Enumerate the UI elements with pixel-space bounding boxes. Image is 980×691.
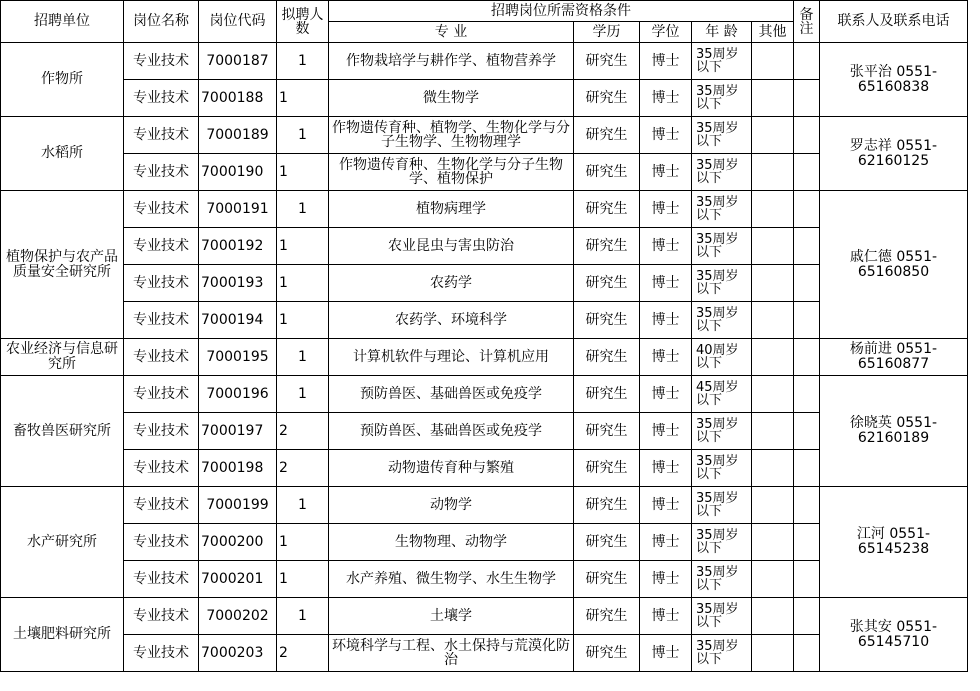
header-age: 年 龄 — [692, 22, 752, 43]
other-cell — [752, 450, 794, 487]
header-conditions: 招聘岗位所需资格条件 — [329, 1, 794, 22]
major-cell: 水产养殖、微生物学、水生生物学 — [329, 561, 574, 598]
degree-cell: 博士 — [640, 450, 692, 487]
table-row — [1, 191, 968, 228]
education-cell: 研究生 — [574, 265, 640, 302]
header-unit: 招聘单位 — [1, 1, 124, 43]
education-cell: 研究生 — [574, 376, 640, 413]
position-name-cell: 专业技术 — [124, 487, 199, 524]
major-cell: 植物病理学 — [329, 191, 574, 228]
header-degree: 学位 — [640, 22, 692, 43]
age-cell: 35周岁以下 — [692, 413, 752, 450]
age-cell: 35周岁以下 — [692, 524, 752, 561]
other-cell — [752, 80, 794, 117]
position-name-cell: 专业技术 — [124, 117, 199, 154]
position-name-cell: 专业技术 — [124, 191, 199, 228]
contact-cell: 张平治 0551-65160838 — [820, 43, 968, 117]
contact-cell: 杨前进 0551-65160877 — [820, 339, 968, 376]
table-row — [1, 117, 968, 154]
count-cell: 1 — [277, 265, 329, 302]
position-name-cell: 专业技术 — [124, 598, 199, 635]
count-cell: 1 — [277, 487, 329, 524]
count-cell: 1 — [277, 43, 329, 80]
education-cell: 研究生 — [574, 117, 640, 154]
position-code-cell: 7000190 — [199, 154, 277, 191]
position-name-cell: 专业技术 — [124, 450, 199, 487]
count-cell: 1 — [277, 598, 329, 635]
major-cell: 农药学 — [329, 265, 574, 302]
position-name-cell: 专业技术 — [124, 413, 199, 450]
position-code-cell: 7000192 — [199, 228, 277, 265]
position-code-cell: 7000203 — [199, 635, 277, 672]
remark-cell — [794, 43, 820, 80]
position-code-cell: 7000194 — [199, 302, 277, 339]
position-name-cell: 专业技术 — [124, 561, 199, 598]
count-cell: 2 — [277, 413, 329, 450]
position-code-cell: 7000196 — [199, 376, 277, 413]
age-cell: 45周岁以下 — [692, 376, 752, 413]
education-cell: 研究生 — [574, 561, 640, 598]
education-cell: 研究生 — [574, 302, 640, 339]
position-code-cell: 7000200 — [199, 524, 277, 561]
age-cell: 35周岁以下 — [692, 598, 752, 635]
position-code-cell: 7000191 — [199, 191, 277, 228]
education-cell: 研究生 — [574, 598, 640, 635]
count-cell: 2 — [277, 635, 329, 672]
header-position-code: 岗位代码 — [199, 1, 277, 43]
degree-cell: 博士 — [640, 191, 692, 228]
age-cell: 35周岁以下 — [692, 191, 752, 228]
header-row-1 — [1, 1, 968, 22]
major-cell: 作物遗传育种、生物化学与分子生物学、植物保护 — [329, 154, 574, 191]
education-cell: 研究生 — [574, 487, 640, 524]
remark-cell — [794, 302, 820, 339]
count-cell: 1 — [277, 302, 329, 339]
count-cell: 1 — [277, 191, 329, 228]
age-cell: 35周岁以下 — [692, 154, 752, 191]
count-cell: 1 — [277, 117, 329, 154]
table-body — [1, 43, 968, 672]
header-remark: 备注 — [794, 1, 820, 43]
degree-cell: 博士 — [640, 228, 692, 265]
header-education: 学历 — [574, 22, 640, 43]
major-cell: 微生物学 — [329, 80, 574, 117]
major-cell: 动物遗传育种与繁殖 — [329, 450, 574, 487]
position-name-cell: 专业技术 — [124, 43, 199, 80]
major-cell: 农药学、环境科学 — [329, 302, 574, 339]
other-cell — [752, 413, 794, 450]
degree-cell: 博士 — [640, 598, 692, 635]
position-code-cell: 7000188 — [199, 80, 277, 117]
major-cell: 作物遗传育种、植物学、生物化学与分子生物学、生物物理学 — [329, 117, 574, 154]
remark-cell — [794, 191, 820, 228]
table-row — [1, 43, 968, 80]
degree-cell: 博士 — [640, 80, 692, 117]
other-cell — [752, 487, 794, 524]
education-cell: 研究生 — [574, 80, 640, 117]
education-cell: 研究生 — [574, 524, 640, 561]
other-cell — [752, 339, 794, 376]
table-row — [1, 339, 968, 376]
age-cell: 35周岁以下 — [692, 561, 752, 598]
degree-cell: 博士 — [640, 561, 692, 598]
unit-cell: 水稻所 — [1, 117, 124, 191]
table-row — [1, 487, 968, 524]
position-code-cell: 7000187 — [199, 43, 277, 80]
education-cell: 研究生 — [574, 43, 640, 80]
age-cell: 35周岁以下 — [692, 450, 752, 487]
education-cell: 研究生 — [574, 635, 640, 672]
contact-cell: 徐晓英 0551-62160189 — [820, 376, 968, 487]
major-cell: 环境科学与工程、水土保持与荒漠化防治 — [329, 635, 574, 672]
major-cell: 计算机软件与理论、计算机应用 — [329, 339, 574, 376]
major-cell: 生物物理、动物学 — [329, 524, 574, 561]
age-cell: 35周岁以下 — [692, 265, 752, 302]
major-cell: 土壤学 — [329, 598, 574, 635]
degree-cell: 博士 — [640, 413, 692, 450]
table-row — [1, 376, 968, 413]
degree-cell: 博士 — [640, 43, 692, 80]
position-code-cell: 7000202 — [199, 598, 277, 635]
position-code-cell: 7000199 — [199, 487, 277, 524]
header-contact: 联系人及联系电话 — [820, 1, 968, 43]
other-cell — [752, 302, 794, 339]
age-cell: 35周岁以下 — [692, 228, 752, 265]
education-cell: 研究生 — [574, 154, 640, 191]
other-cell — [752, 598, 794, 635]
remark-cell — [794, 487, 820, 524]
position-name-cell: 专业技术 — [124, 376, 199, 413]
contact-cell: 江河 0551-65145238 — [820, 487, 968, 598]
unit-cell: 植物保护与农产品质量安全研究所 — [1, 191, 124, 339]
position-code-cell: 7000197 — [199, 413, 277, 450]
degree-cell: 博士 — [640, 302, 692, 339]
count-cell: 1 — [277, 524, 329, 561]
major-cell: 农业昆虫与害虫防治 — [329, 228, 574, 265]
position-name-cell: 专业技术 — [124, 228, 199, 265]
other-cell — [752, 154, 794, 191]
count-cell: 1 — [277, 561, 329, 598]
remark-cell — [794, 80, 820, 117]
position-code-cell: 7000193 — [199, 265, 277, 302]
position-code-cell: 7000198 — [199, 450, 277, 487]
major-cell: 动物学 — [329, 487, 574, 524]
age-cell: 35周岁以下 — [692, 635, 752, 672]
degree-cell: 博士 — [640, 524, 692, 561]
degree-cell: 博士 — [640, 635, 692, 672]
count-cell: 1 — [277, 154, 329, 191]
education-cell: 研究生 — [574, 339, 640, 376]
remark-cell — [794, 117, 820, 154]
age-cell: 35周岁以下 — [692, 43, 752, 80]
degree-cell: 博士 — [640, 154, 692, 191]
degree-cell: 博士 — [640, 117, 692, 154]
remark-cell — [794, 376, 820, 413]
degree-cell: 博士 — [640, 376, 692, 413]
other-cell — [752, 524, 794, 561]
remark-cell — [794, 265, 820, 302]
remark-cell — [794, 635, 820, 672]
position-name-cell: 专业技术 — [124, 302, 199, 339]
age-cell: 40周岁以下 — [692, 339, 752, 376]
education-cell: 研究生 — [574, 413, 640, 450]
position-name-cell: 专业技术 — [124, 339, 199, 376]
unit-cell: 水产研究所 — [1, 487, 124, 598]
age-cell: 35周岁以下 — [692, 487, 752, 524]
unit-cell: 作物所 — [1, 43, 124, 117]
remark-cell — [794, 598, 820, 635]
count-cell: 2 — [277, 450, 329, 487]
remark-cell — [794, 524, 820, 561]
age-cell: 35周岁以下 — [692, 80, 752, 117]
remark-cell — [794, 413, 820, 450]
header-major: 专 业 — [329, 22, 574, 43]
degree-cell: 博士 — [640, 339, 692, 376]
position-code-cell: 7000189 — [199, 117, 277, 154]
count-cell: 1 — [277, 376, 329, 413]
header-position-name: 岗位名称 — [124, 1, 199, 43]
other-cell — [752, 43, 794, 80]
other-cell — [752, 376, 794, 413]
header-other: 其他 — [752, 22, 794, 43]
contact-cell: 戚仁德 0551-65160850 — [820, 191, 968, 339]
contact-cell: 张其安 0551-65145710 — [820, 598, 968, 672]
major-cell: 预防兽医、基础兽医或免疫学 — [329, 413, 574, 450]
contact-cell: 罗志祥 0551-62160125 — [820, 117, 968, 191]
position-name-cell: 专业技术 — [124, 154, 199, 191]
unit-cell: 畜牧兽医研究所 — [1, 376, 124, 487]
position-code-cell: 7000201 — [199, 561, 277, 598]
count-cell: 1 — [277, 80, 329, 117]
remark-cell — [794, 228, 820, 265]
education-cell: 研究生 — [574, 450, 640, 487]
position-code-cell: 7000195 — [199, 339, 277, 376]
position-name-cell: 专业技术 — [124, 524, 199, 561]
remark-cell — [794, 154, 820, 191]
other-cell — [752, 117, 794, 154]
position-name-cell: 专业技术 — [124, 80, 199, 117]
count-cell: 1 — [277, 339, 329, 376]
other-cell — [752, 265, 794, 302]
education-cell: 研究生 — [574, 191, 640, 228]
other-cell — [752, 635, 794, 672]
table-row — [1, 598, 968, 635]
degree-cell: 博士 — [640, 265, 692, 302]
major-cell: 作物栽培学与耕作学、植物营养学 — [329, 43, 574, 80]
remark-cell — [794, 561, 820, 598]
age-cell: 35周岁以下 — [692, 302, 752, 339]
degree-cell: 博士 — [640, 487, 692, 524]
position-name-cell: 专业技术 — [124, 265, 199, 302]
unit-cell: 土壤肥料研究所 — [1, 598, 124, 672]
age-cell: 35周岁以下 — [692, 117, 752, 154]
remark-cell — [794, 450, 820, 487]
other-cell — [752, 191, 794, 228]
unit-cell: 农业经济与信息研究所 — [1, 339, 124, 376]
count-cell: 1 — [277, 228, 329, 265]
remark-cell — [794, 339, 820, 376]
header-count: 拟聘人数 — [277, 1, 329, 43]
major-cell: 预防兽医、基础兽医或免疫学 — [329, 376, 574, 413]
other-cell — [752, 228, 794, 265]
education-cell: 研究生 — [574, 228, 640, 265]
other-cell — [752, 561, 794, 598]
position-name-cell: 专业技术 — [124, 635, 199, 672]
